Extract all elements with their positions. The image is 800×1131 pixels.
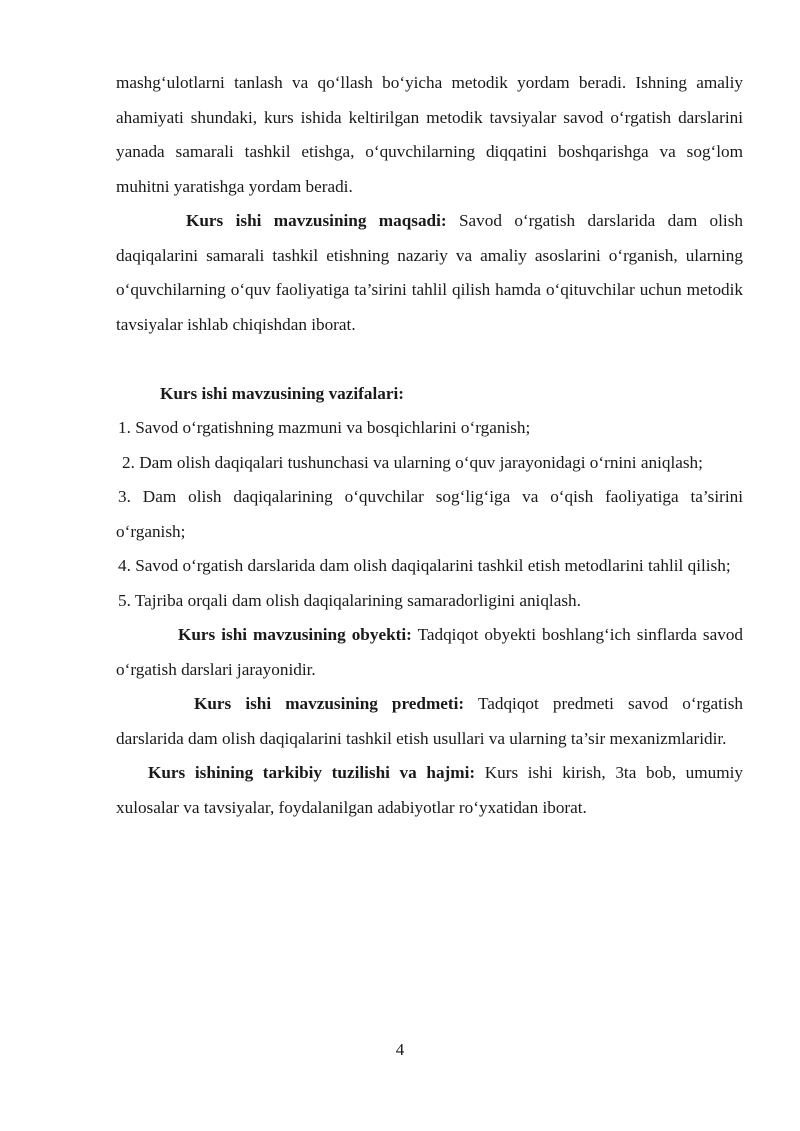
page-number: 4 bbox=[395, 1040, 405, 1059]
paragraph-gap bbox=[116, 342, 743, 377]
structure-text: Kurs ishi kirish, 3ta bob, umumiy xulosalar va tavsiyalar, foydalanilgan adabiyotlar ro‘yxatidan iborat. bbox=[116, 763, 743, 817]
task-item-1: 1. Savod o‘rgatishning mazmuni va bosqichlarini o‘rganish; bbox=[118, 418, 531, 437]
object-label: Kurs ishi mavzusining obyekti: bbox=[178, 625, 412, 644]
tasks-heading: Kurs ishi mavzusining vazifalari: bbox=[160, 383, 404, 403]
task-item-3: 3. Dam olish daqiqalarining o‘quvchilar sog‘lig‘iga va o‘qish faoliyatiga ta’sirini o‘rganish; bbox=[116, 487, 743, 541]
intro-paragraph: mashg‘ulotlarni tanlash va qo‘llash bo‘yicha metodik yordam beradi. Ishning amaliy ahamiyati shundaki, kurs ishida keltirilgan metodik tavsiyalar savod o‘rgatish darslarini yanada samarali tashkil etishga, o‘quvchilarning diqqatini boshqarishga va sog‘lom muhitni yaratishga yordam beradi. bbox=[116, 73, 743, 196]
subject-text: Tadqiqot predmeti savod o‘rgatish darslarida dam olish daqiqalarini tashkil etish usullari va ularning ta’sir mexanizmlaridir. bbox=[116, 694, 744, 748]
task-item-5: 5. Tajriba orqali dam olish daqiqalarining samaradorligini aniqlash. bbox=[118, 590, 581, 610]
structure-label: Kurs ishining tarkibiy tuzilishi va hajmi: bbox=[148, 763, 476, 782]
task-item-2: 2. Dam olish daqiqalari tushunchasi va ularning o‘quv jarayonidagi o‘rnini aniqlash; bbox=[122, 452, 703, 472]
goal-text: Savod o‘rgatish darslarida dam olish daqiqalarini samarali tashkil etishning nazariy va amaliy asoslarini o‘rganish, ularning o‘quvchilarning o‘quv faoliyatiga ta’sirini tahlil qilish hamda o‘qituvchilar uchun metodik tavsiyalar ishlab chiqishdan iborat. bbox=[116, 211, 743, 334]
body-text bbox=[116, 66, 743, 825]
subject-label: Kurs ishi mavzusining predmeti: bbox=[194, 694, 465, 713]
task-item-4: 4. Savod o‘rgatish darslarida dam olish daqiqalarini tashkil etish metodlarini tahlil qilish; bbox=[118, 556, 731, 575]
structure-paragraph bbox=[116, 756, 743, 825]
goal-paragraph bbox=[116, 204, 743, 342]
object-text: Tadqiqot obyekti boshlang‘ich sinflarda savod o‘rgatish darslari jarayonidir. bbox=[116, 625, 744, 679]
goal-label: Kurs ishi mavzusining maqsadi: bbox=[186, 211, 447, 230]
object-paragraph bbox=[116, 618, 743, 687]
subject-paragraph bbox=[116, 687, 743, 756]
